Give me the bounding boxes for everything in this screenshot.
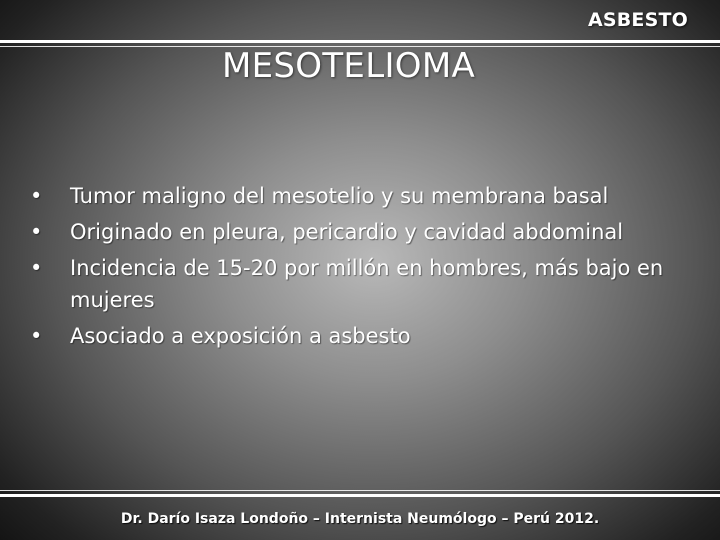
footer-credit bbox=[0, 511, 720, 527]
bullet-text: Incidencia de 15-20 por millón en hombres, más bajo en mujeres bbox=[70, 256, 664, 312]
footer-text: Dr. Darío Isaza Londoño – Internista Neumólogo – Perú 2012. bbox=[120, 511, 600, 527]
bullet-marker: • bbox=[30, 220, 43, 244]
top-divider bbox=[0, 40, 720, 43]
bullet-item bbox=[30, 216, 680, 248]
bullet-marker: • bbox=[30, 324, 43, 348]
bullet-list bbox=[30, 180, 680, 356]
bullet-text: Tumor maligno del mesotelio y su membrana basal bbox=[70, 184, 609, 208]
bullet-marker: • bbox=[30, 256, 43, 280]
bullet-item bbox=[30, 252, 680, 316]
bullet-text: Originado en pleura, pericardio y cavidad abdominal bbox=[70, 220, 624, 244]
bullet-text: Asociado a exposición a asbesto bbox=[70, 324, 411, 348]
bottom-divider-thin bbox=[0, 490, 720, 491]
bullet-item bbox=[30, 320, 680, 352]
corner-tag: ASBESTO bbox=[587, 9, 688, 31]
bullet-item bbox=[30, 180, 680, 212]
slide-title: MESOTELIOMA bbox=[222, 46, 476, 86]
bottom-divider bbox=[0, 494, 720, 497]
bullet-marker: • bbox=[30, 184, 43, 208]
